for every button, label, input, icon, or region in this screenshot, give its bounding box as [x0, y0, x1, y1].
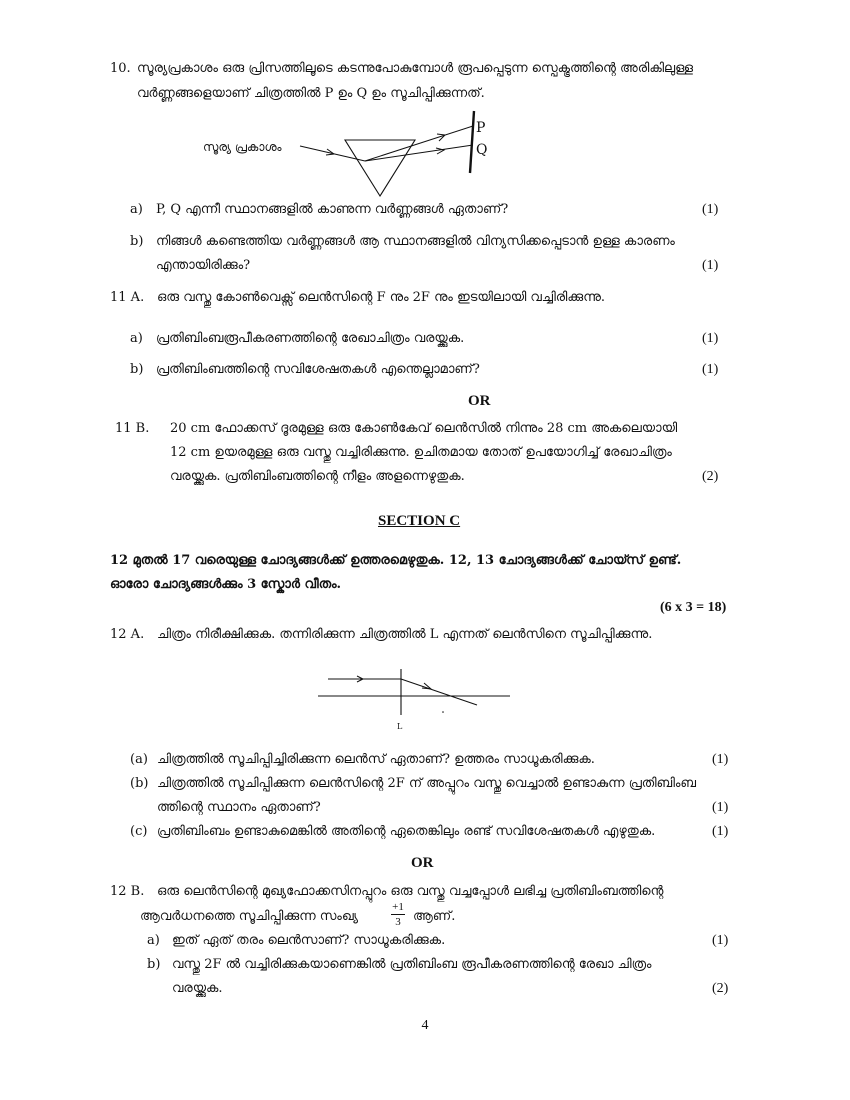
q10b-label: b) [130, 234, 144, 249]
screen [470, 111, 474, 173]
q11a-number: 11 A. [110, 290, 145, 305]
q12b-number: 12 B. [110, 884, 145, 899]
q11b-marks: (2) [702, 469, 719, 484]
q12a-b-line1: ചിത്രത്തിൽ സൂചിപ്പിക്കുന്ന ലെൻസിന്റെ 2F ന് അപ്പുറം വസ്തു വെച്ചാൽ ഉണ്ടാകുന്ന പ്രതിബിംബ [157, 776, 697, 791]
page-number: 4 [421, 1018, 429, 1033]
prism-figure-q-label: Q [476, 142, 488, 158]
q12b-b-marks: (2) [712, 981, 729, 996]
q11a-a-label: a) [130, 331, 143, 346]
q12a-b-marks: (1) [712, 800, 729, 815]
q12a-b-label: (b) [130, 776, 149, 791]
q10-line1: സൂര്യപ്രകാശം ഒരു പ്രിസത്തിലൂടെ കടന്നുപോകുമ്പോൾ രൂപപ്പെടുന്ന സ്പെക്ട്രത്തിന്റെ അരികിലുള്ള [137, 61, 694, 76]
q10a-label: a) [130, 202, 143, 217]
q11a-b-text: പ്രതിബിംബത്തിന്റെ സവിശേഷതകൾ എന്തെല്ലാമാണ്? [156, 362, 480, 377]
q10-line2: വർണ്ണങ്ങളെയാണ് ചിത്രത്തിൽ P ഉം Q ഉം സൂചിപ്പിക്കുന്നത്. [137, 86, 485, 101]
q11a-b-label: b) [130, 362, 144, 377]
section-c-instruction-2: ഓരോ ചോദ്യങ്ങൾക്കും 3 സ്കോർ വീതം. [110, 577, 342, 592]
or-divider-2: OR [411, 855, 434, 871]
q10-number: 10. [110, 61, 131, 76]
ray-q-arrow [436, 148, 444, 154]
q12a-b-line2: ത്തിന്റെ സ്ഥാനം ഏതാണ്? [157, 800, 321, 815]
or-divider-1: OR [468, 393, 491, 409]
prism-figure [290, 108, 500, 203]
q12a-c-text: പ്രതിബിംബം ഉണ്ടാകുമെങ്കിൽ അതിന്റെ ഏതെങ്കിലും രണ്ട് സവിശേഷതകൾ എഴുതുക. [157, 824, 656, 839]
q12b-line2-prefix: ആവർധനത്തെ സൂചിപ്പിക്കുന്ന സംഖ്യ [140, 909, 359, 924]
magnification-fraction-numerator: +1 [392, 901, 404, 913]
q11a-text: ഒരു വസ്തു കോൺവെക്സ് ലെൻസിന്റെ F നും 2F നും ഇടയിലായി വച്ചിരിക്കുന്നു. [157, 290, 606, 305]
q10b-line2: എന്തായിരിക്കും? [156, 258, 251, 273]
q12a-c-marks: (1) [712, 824, 729, 839]
q11b-line2: 12 cm ഉയരമുള്ള ഒരു വസ്തു വച്ചിരിക്കുന്നു. ഉചിതമായ തോത് ഉപയോഗിച്ച് രേഖാചിത്രം [170, 445, 672, 460]
refracted-ray-q [365, 145, 473, 161]
q11a-a-text: പ്രതിബിംബരൂപീകരണത്തിന്റെ രേഖാചിത്രം വരയ്ക്കുക. [156, 331, 465, 346]
section-c-title: SECTION C [378, 513, 461, 529]
q12a-c-label: (c) [130, 824, 148, 839]
q11a-a-marks: (1) [702, 331, 719, 346]
q12b-line1: ഒരു ലെൻസിന്റെ മുഖ്യഫോക്കസിനപ്പുറം ഒരു വസ്തു വച്ചപ്പോൾ ലഭിച്ച പ്രതിബിംബത്തിന്റെ [157, 884, 664, 899]
q10b-marks: (1) [702, 258, 719, 273]
fraction-bar [391, 914, 405, 915]
refracted-ray-arrow [422, 683, 431, 689]
q12a-text: ചിത്രം നിരീക്ഷിക്കുക. തന്നിരിക്കുന്ന ചിത്രത്തിൽ L എന്നത് ലെൻസിനെ സൂചിപ്പിക്കുന്നു. [157, 627, 653, 642]
prism-figure-p-label: P [476, 120, 486, 136]
q12b-b-line2: വരയ്ക്കുക. [172, 981, 223, 996]
section-c-instruction-1: 12 മുതൽ 17 വരെയുള്ള ചോദ്യങ്ങൾക്ക് ഉത്തരമെഴുതുക. 12, 13 ചോദ്യങ്ങൾക്ക് ചോയ്സ് ഉണ്ട്. [110, 553, 682, 568]
focus-point [442, 711, 444, 713]
magnification-fraction-denominator: 3 [395, 916, 401, 928]
q11b-line3: വരയ്ക്കുക. പ്രതിബിംബത്തിന്റെ നീളം അളന്നെഴുതുക. [170, 469, 465, 484]
section-c-total-marks: (6 x 3 = 18) [660, 600, 727, 615]
q12a-a-text: ചിത്രത്തിൽ സൂചിപ്പിച്ചിരിക്കുന്ന ലെൻസ് ഏതാണ്? ഉത്തരം സാധൂകരിക്കുക. [157, 752, 595, 767]
q12b-a-label: a) [147, 933, 160, 948]
lens-figure-l-label: L [397, 722, 403, 731]
lens-figure [310, 665, 520, 730]
q11b-number: 11 B. [115, 421, 150, 436]
q11a-b-marks: (1) [702, 362, 719, 377]
q12b-b-line1: വസ്തു 2F ൽ വച്ചിരിക്കുകയാണെങ്കിൽ പ്രതിബിംബ രൂപീകരണത്തിന്റെ രേഖാ ചിത്രം [172, 957, 652, 972]
prism-figure-sunlight-label: സൂര്യ പ്രകാശം [203, 140, 282, 154]
q12a-a-marks: (1) [712, 752, 729, 767]
q12b-a-text: ഇത് ഏത് തരം ലെൻസാണ്? സാധൂകരിക്കുക. [172, 933, 446, 948]
refracted-ray [401, 679, 477, 705]
q10b-line1: നിങ്ങൾ കണ്ടെത്തിയ വർണ്ണങ്ങൾ ആ സ്ഥാനങ്ങളിൽ വിന്യസിക്കപ്പെടാൻ ഉള്ള കാരണം [156, 234, 675, 249]
q10a-marks: (1) [702, 202, 719, 217]
q12a-number: 12 A. [110, 627, 145, 642]
q12b-line2-suffix: ആണ്. [413, 909, 456, 924]
q12b-a-marks: (1) [712, 933, 729, 948]
q10a-text: P, Q എന്നീ സ്ഥാനങ്ങളിൽ കാണുന്ന വർണ്ണങ്ങൾ ഏതാണ്? [156, 202, 509, 217]
q11b-line1: 20 cm ഫോക്കസ് ദൂരമുള്ള ഒരു കോൺകേവ് ലെൻസിൽ നിന്നും 28 cm അകലെയായി [170, 421, 678, 436]
refracted-ray-p [365, 126, 473, 161]
q12b-b-label: b) [147, 957, 161, 972]
q12a-a-label: (a) [130, 752, 148, 767]
